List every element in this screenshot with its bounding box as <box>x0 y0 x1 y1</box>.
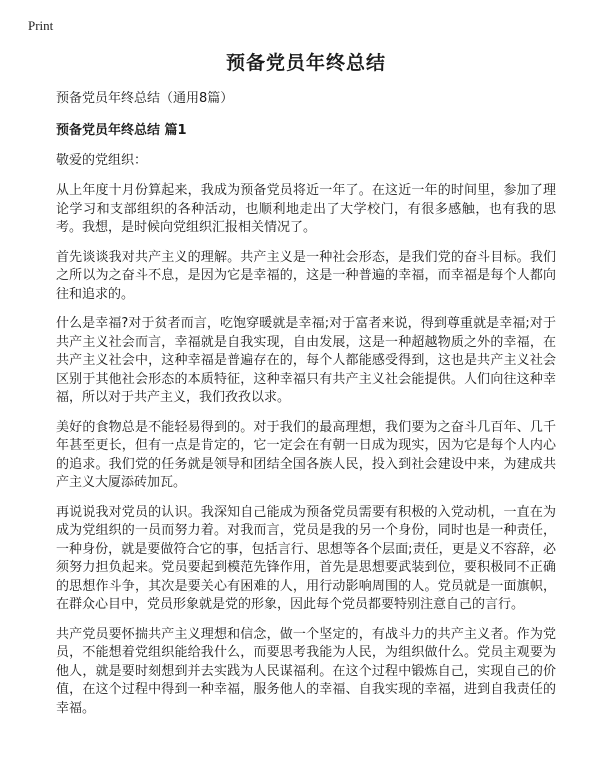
paragraph: 再说说我对党员的认识。我深知自己能成为预备党员需要有积极的入党动机，一直在为成为党组织的一员而努力着。对我而言，党员是我的另一个身份，同时也是一种责任，一种身份，就是要做符合它的事，包括言行、思想等各个层面;责任，更是义不容辞，必须努力担负起来。党员要起到模范先锋作用，首先是思想要武装到位，要积极同不正确的思想作斗争，其次是要关心有困难的人，用行动影响周围的人。党员就是一面旗帜，在群众心目中，党员形象就是党的形象，因此每个党员都要特别注意自己的言行。 <box>56 504 556 612</box>
document-title: 预备党员年终总结 <box>225 52 386 74</box>
document-subtitle: 预备党员年终总结（通用8篇） <box>56 91 234 106</box>
section-heading: 预备党员年终总结 篇1 <box>56 123 187 138</box>
paragraph: 什么是幸福?对于贫者而言，吃饱穿暖就是幸福;对于富者来说，得到尊重就是幸福;对于共产主义社会而言，幸福就是自我实现，自由发展，这是一种超越物质之外的幸福，在共产主义社会中，这种幸福是普遍存在的，每个人都能感受得到，这也是共产主义社会区别于其他社会形态的本质特征，这种幸福只有共产主义社会能提供。人们向往这种幸福，所以对于共产主义，我们孜孜以求。 <box>56 316 556 405</box>
print-link[interactable]: Print <box>28 18 54 33</box>
paragraph: 共产党员要怀揣共产主义理想和信念，做一个坚定的，有战斗力的共产主义者。作为党员，不能想着党组织能给我什么，而要思考我能为人民，为组织做什么。党员主观要为他人，就是要时刻想到并去实践为人民谋福利。在这个过程中锻炼自己，实现自己的价值，在这个过程中得到一种幸福，服务他人的幸福、自我实现的幸福，进到自我责任的幸福。 <box>56 626 556 716</box>
paragraph: 首先谈谈我对共产主义的理解。共产主义是一种社会形态，是我们党的奋斗目标。我们之所以为之奋斗不息，是因为它是幸福的，这是一种普遍的幸福，而幸福是每个人都向往和追求的。 <box>56 249 556 302</box>
document-body <box>56 50 556 729</box>
salutation: 敬爱的党组织： <box>56 153 148 168</box>
paragraph: 美好的食物总是不能轻易得到的。对于我们的最高理想，我们要为之奋斗几百年、几千年甚至更长，但有一点是肯定的，它一定会在有朝一日成为现实，因为它是每个人内心的追求。我们党的任务就是领导和团结全国各族人民，投入到社会建设中来，为建成共产主义大厦添砖加瓦。 <box>56 419 556 490</box>
paragraph: 从上年度十月份算起来，我成为预备党员将近一年了。在这近一年的时间里，参加了理论学习和支部组织的各种活动，也顺利地走出了大学校门，有很多感触，也有我的思考。我想，是时候向党组织汇报相关情况了。 <box>56 183 556 235</box>
